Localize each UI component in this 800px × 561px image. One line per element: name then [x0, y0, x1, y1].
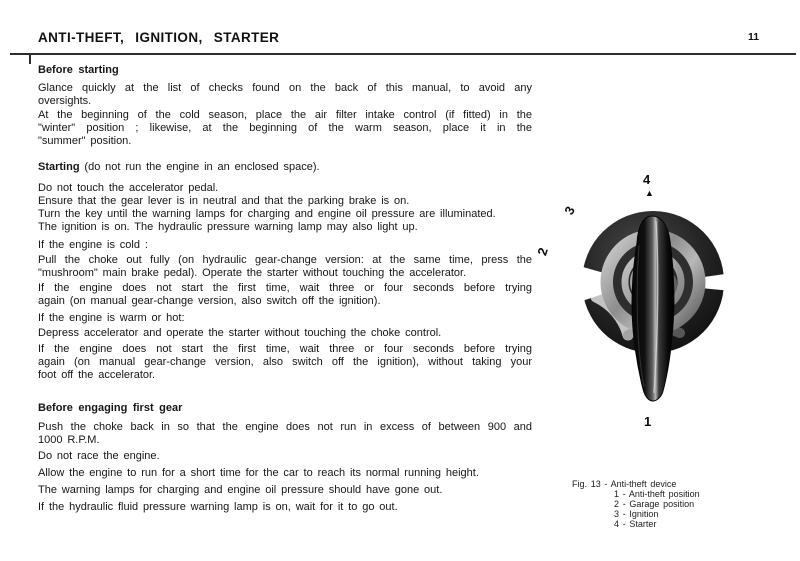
page-number: 11	[748, 31, 760, 43]
figure-caption-item: 2 - Garage position	[614, 499, 695, 509]
text-line: oversights.	[38, 95, 92, 107]
paragraph-retry-cold	[38, 282, 532, 308]
text-line: Turn the key until the warning lamps for charging and engine oil pressure are illuminated.	[38, 208, 496, 220]
text-line: Depress accelerator and operate the starter without touching the choke control.	[38, 327, 442, 339]
text-line: Do not race the engine.	[38, 450, 160, 462]
knob-position-label-starter: 4	[643, 172, 651, 187]
text-line: Do not touch the accelerator pedal.	[38, 182, 219, 194]
text-line: "winter" position ; likewise, at the beginning of the warm season, place it in the	[38, 122, 532, 134]
knob-position-label-garage: 2	[534, 245, 551, 258]
text-line: The warning lamps for charging and engine oil pressure should have gone out.	[38, 484, 443, 496]
paragraph-push-choke	[38, 421, 532, 447]
paragraph-engine-cold	[38, 239, 532, 252]
knob-position-label-antitheft: 1	[644, 414, 652, 429]
section-heading-before-starting	[38, 64, 532, 77]
header-rule-tick	[29, 53, 31, 64]
figure-caption-item: 1 - Anti-theft position	[614, 489, 700, 499]
text-line: 1000 R.P.M.	[38, 434, 100, 446]
text-line: Glance quickly at the list of checks found on the back of this manual, to avoid any	[38, 82, 532, 94]
text-line: At the beginning of the cold season, place the air filter intake control (if fitted) in the	[38, 109, 532, 121]
paragraph-warning-lamps-out	[38, 484, 532, 497]
text-line: Pull the choke out fully (on hydraulic gear-change version: at the same time, press the	[38, 254, 532, 266]
figure-caption-item: 4 - Starter	[614, 519, 657, 529]
paragraph-glance-checks	[38, 82, 532, 108]
text-line: Push the choke back in so that the engine does not run in excess of between 900 and	[38, 421, 532, 433]
paragraph-allow-engine-run	[38, 467, 532, 480]
text-line: "summer" position.	[38, 135, 132, 147]
text-line: foot off the accelerator.	[38, 369, 156, 381]
text-line: If the engine is warm or hot:	[38, 312, 185, 324]
paragraph-starting	[38, 161, 532, 174]
figure-caption-list	[614, 489, 787, 529]
knob-position-label-ignition: 3	[561, 203, 578, 218]
text-line: The ignition is on. The hydraulic pressure warning lamp may also light up.	[38, 221, 418, 233]
text-line: Before engaging first gear	[38, 402, 183, 414]
text-line: If the engine does not start the first time, wait three or four seconds before trying	[38, 343, 532, 355]
text-line: Allow the engine to run for a short time for the car to reach its normal running height.	[38, 467, 479, 479]
paragraph-engine-warm	[38, 312, 532, 325]
text-line: Ensure that the gear lever is in neutral and that the parking brake is on.	[38, 195, 410, 207]
knob-pointer-triangle-icon: ▲	[645, 188, 654, 198]
anti-theft-knob-illustration	[540, 165, 770, 435]
figure-caption-item: 3 - Ignition	[614, 509, 659, 519]
starting-lead: Starting	[38, 161, 80, 173]
section-heading-before-first-gear	[38, 402, 532, 415]
figure-caption	[572, 479, 787, 529]
page-title: ANTI-THEFT, IGNITION, STARTER	[38, 30, 280, 45]
body-text-column	[38, 58, 532, 514]
paragraph-depress-accelerator	[38, 327, 532, 340]
paragraph-hydraulic-lamp	[38, 501, 532, 514]
figure-caption-title: Fig. 13 - Anti-theft device	[572, 479, 677, 489]
paragraph-do-not-race	[38, 450, 532, 463]
text-line: again (on manual gear-change version, also switch off the ignition).	[38, 295, 381, 307]
text-line: Before starting	[38, 64, 119, 76]
text-line: "mushroom" main brake pedal). Operate the starter without touching the accelerator.	[38, 267, 467, 279]
starting-rest: (do not run the engine in an enclosed space).	[79, 161, 320, 173]
text-line: again (on manual gear-change version, also switch off the ignition), without taking your	[38, 356, 532, 368]
paragraph-pull-choke	[38, 254, 532, 280]
text-line: If the hydraulic fluid pressure warning lamp is on, wait for it to go out.	[38, 501, 398, 513]
text-line: If the engine is cold :	[38, 239, 148, 251]
paragraph-starting-steps	[38, 182, 532, 234]
paragraph-air-filter	[38, 109, 532, 148]
paragraph-retry-warm	[38, 343, 532, 382]
header-rule	[10, 53, 796, 55]
text-line: If the engine does not start the first time, wait three or four seconds before trying	[38, 282, 532, 294]
